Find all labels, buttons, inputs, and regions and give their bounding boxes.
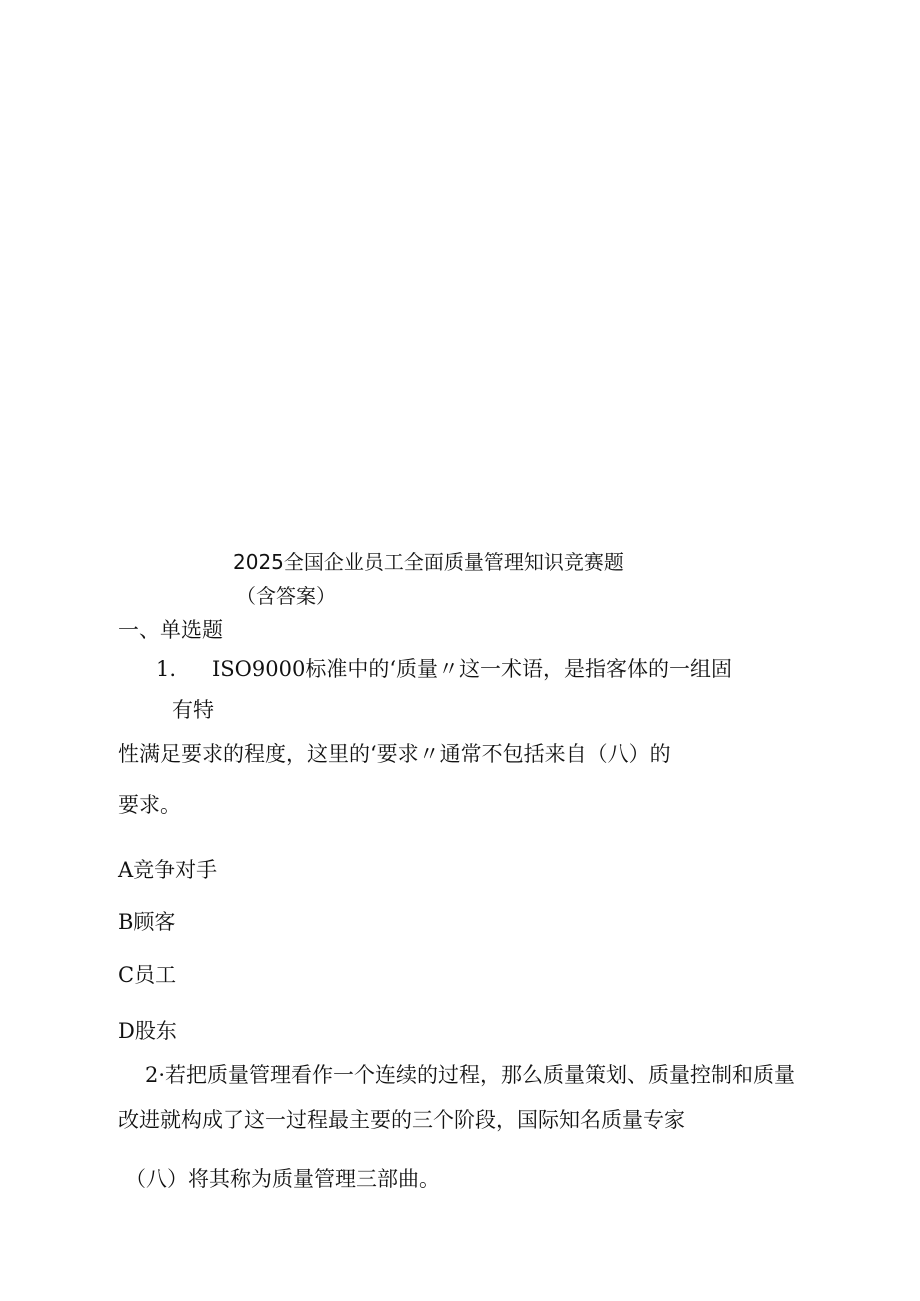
question-1-line-2: 有特 xyxy=(172,698,214,722)
document-title: 2025全国企业员工全面质量管理知识竞赛题 xyxy=(233,550,624,574)
document-subtitle: （含答案） xyxy=(236,584,336,608)
question-2-line-2: 改进就构成了这一过程最主要的三个阶段，国际知名质量专家 xyxy=(118,1108,685,1132)
question-1-line-4: 要求。 xyxy=(118,793,181,817)
option-d: D股东 xyxy=(118,1019,177,1043)
section-title: 一、单选题 xyxy=(118,618,223,642)
question-1-line-1 xyxy=(156,657,732,681)
option-c: C员工 xyxy=(118,963,177,987)
option-b: B顾客 xyxy=(118,910,176,934)
question-2-line-3: （八）将其称为质量管理三部曲。 xyxy=(125,1167,440,1191)
question-1-number: 1. xyxy=(156,657,177,681)
option-a: A竞争对手 xyxy=(118,858,218,882)
question-1-line-3: 性满足要求的程度，这里的‘要求〃通常不包括来自（八）的 xyxy=(118,742,671,766)
question-1-text-1: ISO9000标准中的‘质量〃这一术语，是指客体的一组固 xyxy=(212,657,733,681)
question-2-line-1: 2·若把质量管理看作一个连续的过程，那么质量策划、质量控制和质量 xyxy=(145,1063,796,1087)
